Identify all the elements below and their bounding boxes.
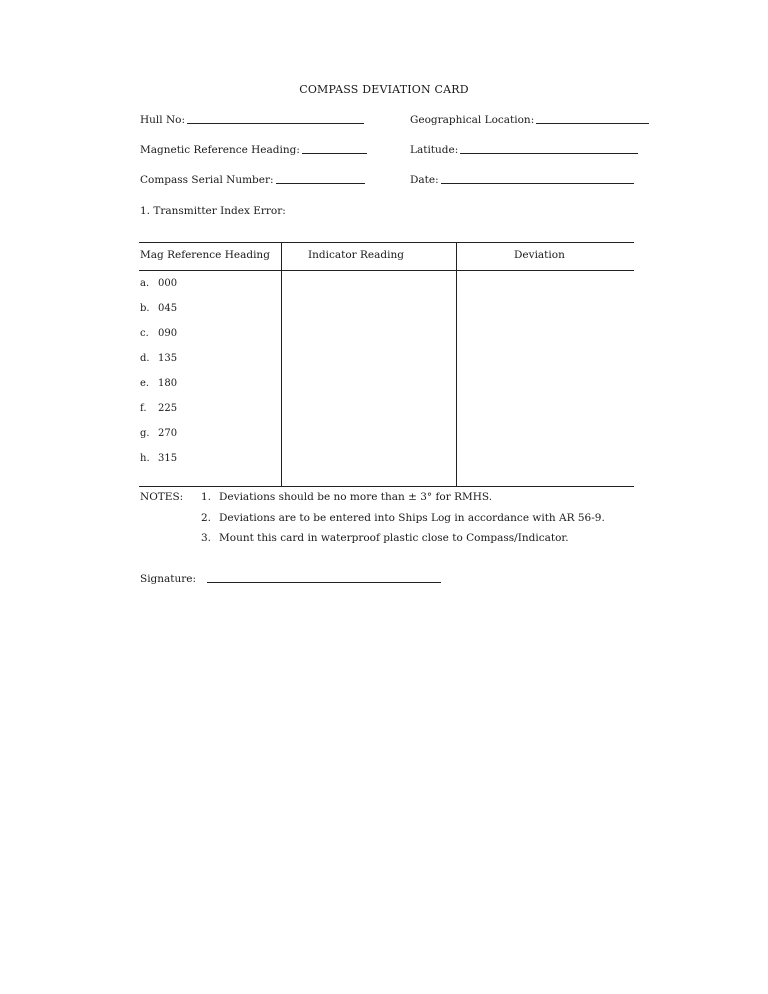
note-item — [201, 532, 569, 544]
row-heading: 045 — [158, 303, 178, 314]
note-item — [201, 491, 492, 503]
table-row — [140, 278, 177, 289]
table-row — [140, 453, 177, 464]
note-number: 2. — [201, 512, 212, 524]
table-row — [140, 303, 177, 314]
hull-no-line[interactable] — [187, 123, 364, 124]
note-item — [201, 512, 605, 524]
row-heading: 135 — [158, 353, 178, 364]
compass-serial-number-label: Compass Serial Number: — [140, 174, 274, 186]
header-deviation: Deviation — [514, 249, 565, 261]
latitude-line[interactable] — [460, 153, 638, 154]
note-text: Deviations should be no more than ± 3° for RMHS. — [219, 491, 493, 503]
row-letter: f. — [140, 403, 147, 414]
table-top-rule — [139, 242, 634, 243]
row-letter: d. — [140, 353, 150, 364]
note-number: 3. — [201, 532, 212, 544]
table-header-rule — [139, 270, 634, 271]
row-heading: 270 — [158, 428, 178, 439]
date-label: Date: — [410, 174, 439, 186]
geographical-location-line[interactable] — [536, 123, 649, 124]
hull-no-label: Hull No: — [140, 114, 186, 126]
note-number: 1. — [201, 491, 212, 503]
notes-label: NOTES: — [140, 491, 184, 503]
geographical-location-label: Geographical Location: — [410, 114, 535, 126]
row-heading: 315 — [158, 453, 178, 464]
row-heading: 000 — [158, 278, 178, 289]
magnetic-reference-heading-label: Magnetic Reference Heading: — [140, 144, 300, 156]
signature-field[interactable] — [140, 573, 441, 585]
compass-serial-number-field[interactable] — [140, 174, 365, 186]
table-divider-2 — [456, 242, 457, 486]
table-row — [140, 378, 177, 389]
row-letter: g. — [140, 428, 150, 439]
note-text: Deviations are to be entered into Ships Log in accordance with AR 56-9. — [219, 512, 605, 524]
table-row — [140, 328, 177, 339]
row-letter: b. — [140, 303, 150, 314]
magnetic-reference-heading-line[interactable] — [302, 153, 367, 154]
hull-no-field[interactable] — [140, 114, 364, 126]
row-letter: e. — [140, 378, 150, 389]
header-mag-reference-heading: Mag Reference Heading — [140, 249, 270, 261]
latitude-field[interactable] — [410, 144, 638, 156]
row-heading: 180 — [158, 378, 178, 389]
table-bottom-rule — [139, 486, 634, 487]
date-line[interactable] — [441, 183, 634, 184]
header-indicator-reading: Indicator Reading — [308, 249, 404, 261]
page-title: COMPASS DEVIATION CARD — [299, 83, 469, 96]
table-row — [140, 403, 177, 414]
signature-label: Signature: — [140, 573, 197, 585]
magnetic-reference-heading-field[interactable] — [140, 144, 367, 156]
transmitter-index-error: 1. Transmitter Index Error: — [140, 205, 286, 217]
row-heading: 090 — [158, 328, 178, 339]
table-row — [140, 353, 177, 364]
row-letter: h. — [140, 453, 150, 464]
row-heading: 225 — [158, 403, 178, 414]
latitude-label: Latitude: — [410, 144, 459, 156]
note-text: Mount this card in waterproof plastic close to Compass/Indicator. — [219, 532, 569, 544]
table-row — [140, 428, 177, 439]
date-field[interactable] — [410, 174, 634, 186]
signature-line[interactable] — [207, 582, 441, 583]
table-divider-1 — [281, 242, 282, 486]
compass-serial-number-line[interactable] — [276, 183, 365, 184]
row-letter: c. — [140, 328, 149, 339]
row-letter: a. — [140, 278, 150, 289]
geographical-location-field[interactable] — [410, 114, 649, 126]
